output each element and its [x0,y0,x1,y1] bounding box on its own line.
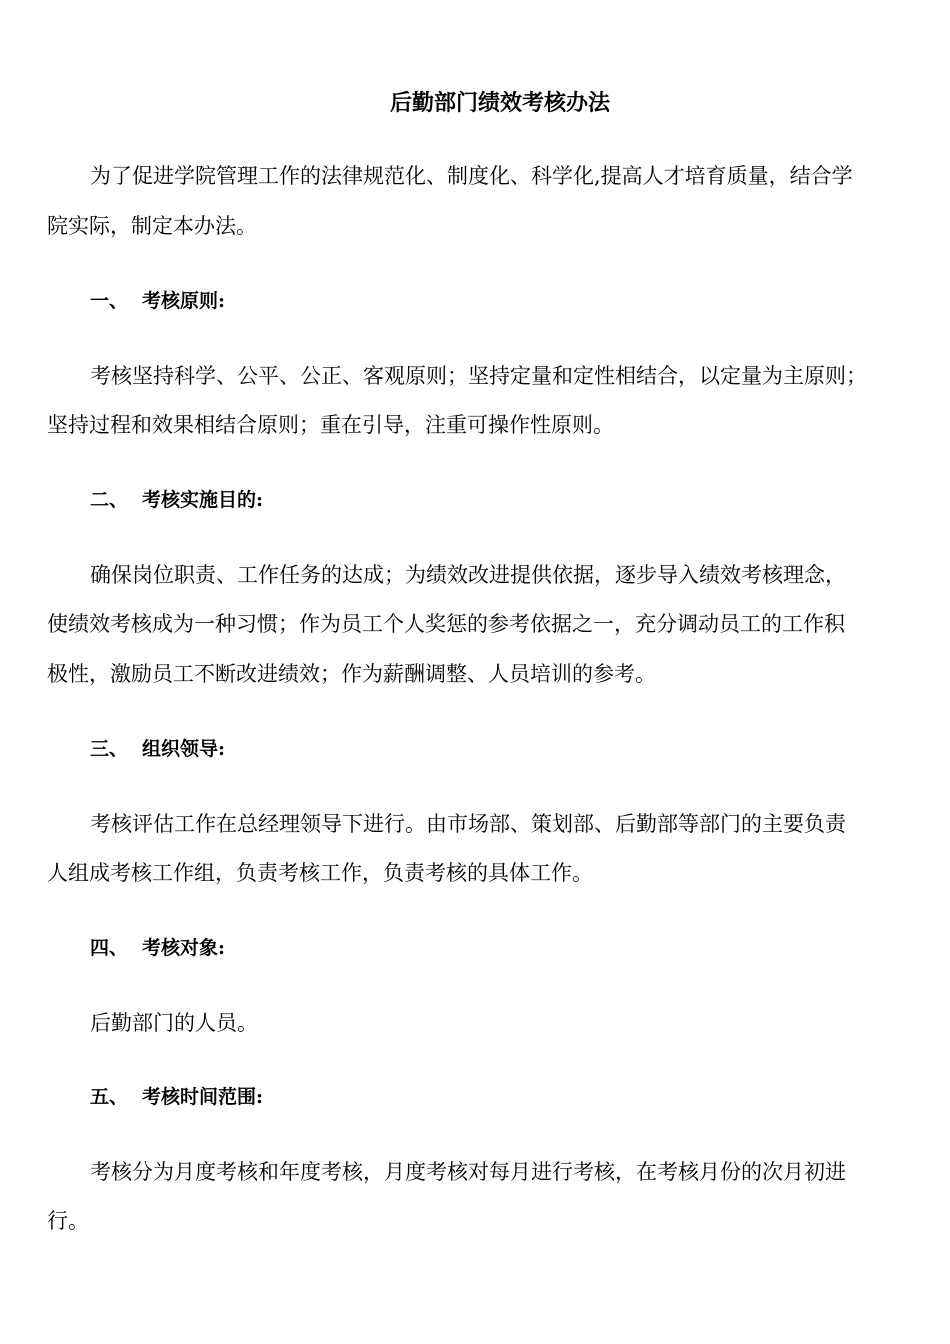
section-heading-text: 考核实施目的: [142,489,264,511]
section-3-line-1: 考核评估工作在总经理领导下进行。由市场部、策划部、后勤部等部门的主要负责 [90,812,846,836]
section-heading-text: 组织领导: [142,738,226,760]
section-heading-1 [90,287,225,315]
section-heading-text: 考核时间范围: [142,1086,264,1108]
section-heading-3 [90,735,225,763]
section-1-line-2: 坚持过程和效果相结合原则；重在引导，注重可操作性原则。 [47,413,614,437]
section-5-line-2: 行。 [47,1209,89,1233]
section-number: 四、 [90,937,129,959]
intro-line-2: 院实际，制定本办法。 [47,214,257,238]
section-heading-4 [90,934,225,962]
section-1-line-1: 考核坚持科学、公平、公正、客观原则；坚持定量和定性相结合，以定量为主原则； [90,364,867,388]
section-5-line-1: 考核分为月度考核和年度考核，月度考核对每月进行考核，在考核月份的次月初进 [90,1160,846,1184]
section-number: 一、 [90,290,129,312]
section-3-line-2: 人组成考核工作组，负责考核工作，负责考核的具体工作。 [47,861,593,885]
section-2-line-3: 极性，激励员工不断改进绩效；作为薪酬调整、人员培训的参考。 [47,662,656,686]
section-heading-5 [90,1083,263,1111]
section-number: 二、 [90,489,129,511]
section-4-line-1: 后勤部门的人员。 [90,1011,258,1035]
section-number: 五、 [90,1086,129,1108]
section-2-line-1: 确保岗位职责、工作任务的达成；为绩效改进提供依据，逐步导入绩效考核理念， [90,563,846,587]
section-heading-text: 考核对象: [142,937,226,959]
intro-line-1: 为了促进学院管理工作的法律规范化、制度化、科学化,提高人才培育质量，结合学 [90,164,853,188]
section-heading-text: 考核原则: [142,290,226,312]
section-number: 三、 [90,738,129,760]
document-title: 后勤部门绩效考核办法 [389,90,610,116]
section-heading-2 [90,486,263,514]
section-2-line-2: 使绩效考核成为一种习惯；作为员工个人奖惩的参考依据之一，充分调动员工的工作积 [47,612,845,636]
